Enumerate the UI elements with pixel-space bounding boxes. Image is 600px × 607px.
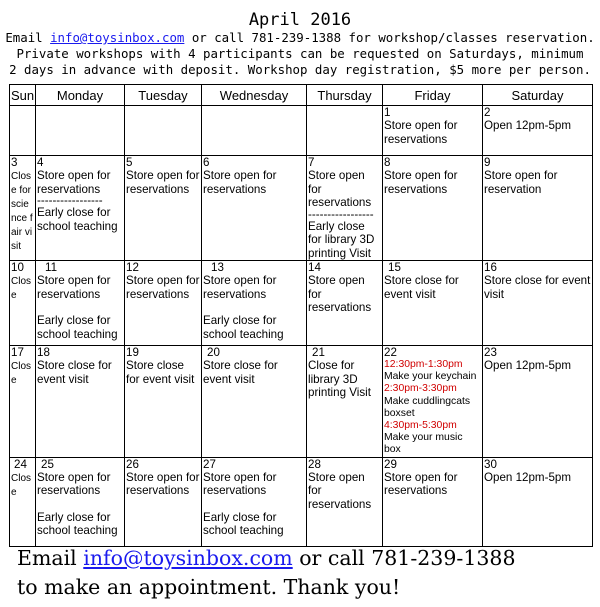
day-note-secondary: Early close for school teaching [203,314,284,341]
spacer [37,301,123,314]
day-cell-23 [483,346,593,458]
day-number: 27 [203,457,216,471]
day-cell-29 [383,457,483,546]
day-cell-27 [202,457,307,546]
day-number: 14 [308,261,321,274]
day-number: 5 [126,156,133,169]
day-note: Store open for reservations [203,169,277,196]
day-note: Close [11,472,32,498]
spacer [203,301,305,314]
day-note: Close [11,361,32,386]
day-cell-30 [483,457,593,546]
day-header-wednesday: Wednesday [202,85,307,106]
separator: ----------------- [308,207,374,221]
header-workshop-note-1: Private workshops with 4 participants can be requested on Saturdays, minimum [16,46,584,61]
day-note: Close [11,276,32,301]
day-note: Open 12pm-5pm [484,359,571,372]
event-desc: Make your music box [384,432,463,456]
day-number: 17 [11,346,24,359]
day-cell-empty [36,106,125,156]
event-desc: Make your keychain [384,371,477,383]
week-row-3 [10,261,593,346]
day-cell-2 [483,106,593,156]
week-row-4 [10,346,593,458]
day-note: Store close for event visit [126,359,195,386]
day-note: Store open for reservations [126,169,200,196]
day-note-secondary: Early close for library 3D printing Visit [308,219,375,260]
day-cell-8 [383,156,483,261]
day-cell-13 [202,261,307,346]
day-note: Store open for reservations [203,274,277,301]
day-number: 4 [37,156,44,169]
day-header-monday: Monday [36,85,125,106]
day-cell-26 [125,457,202,546]
header-email-link[interactable]: info@toysinbox.com [50,30,185,45]
day-number: 2 [484,106,491,119]
footer [17,544,516,602]
day-number: 23 [484,346,497,359]
day-number: 30 [484,457,497,471]
day-header-friday: Friday [383,85,483,106]
day-note-secondary: Early close for school teaching [37,206,118,233]
day-cell-12 [125,261,202,346]
day-cell-empty [125,106,202,156]
day-note: Store open for reservations [126,274,200,301]
day-cell-20 [202,346,307,458]
spacer [203,498,305,511]
day-note-secondary: Early close for school teaching [37,510,118,538]
day-number: 28 [308,457,321,471]
day-note: Store close for event visit [37,359,112,386]
day-number: 26 [126,457,139,471]
day-note-secondary: Early close for school teaching [37,314,118,341]
day-number: 7 [308,156,315,169]
day-cell-25 [36,457,125,546]
day-cell-3 [10,156,36,261]
header-workshop-note-2: 2 days in advance with deposit. Workshop day registration, $5 more per person. [9,62,591,77]
day-number: 15 [388,261,401,274]
day-number: 13 [211,261,224,274]
event-desc: Make cuddlingcats boxset [384,395,471,419]
day-header-saturday: Saturday [483,85,593,106]
day-cell-empty [10,106,36,156]
day-cell-15 [383,261,483,346]
day-note: Store close for event visit [384,274,459,301]
day-number: 10 [11,261,24,274]
day-note: Open 12pm-5pm [484,119,571,132]
day-cell-17 [10,346,36,458]
day-cell-28 [307,457,383,546]
day-note: Store open for reservations [308,274,372,314]
day-note: Store close for event visit [203,359,278,386]
day-note: Store open for reservations [37,274,111,301]
header-contact-line: Email info@toysinbox.com or call 781-239-1388 for workshop/classes reservation. [5,30,595,45]
day-note: Store open for reservations [37,470,111,498]
day-number: 1 [384,106,391,119]
day-note: Store open for reservations [308,470,372,511]
day-note: Open 12pm-5pm [484,470,571,484]
header [0,0,600,78]
day-header-sun: Sun [10,85,36,106]
day-cell-5 [125,156,202,261]
day-cell-empty [202,106,307,156]
separator: ----------------- [37,194,103,207]
spacer [37,498,123,511]
day-cell-19 [125,346,202,458]
day-number: 9 [484,156,491,169]
day-note: Close for library 3D printing Visit [308,359,371,399]
page-title: April 2016 [248,10,352,30]
day-note: Store open for reservations [37,169,111,196]
week-row-1 [10,106,593,156]
day-note: Clos e for scie nce fair visit [11,171,33,252]
event-time: 12:30pm-1:30pm [384,359,463,370]
week-row-2 [10,156,593,261]
footer-thanks-line: to make an appointment. Thank you! [17,575,401,599]
day-cell-24 [10,457,36,546]
day-note: Store open for reservations [384,119,458,146]
day-note: Store close for event visit [484,274,591,301]
day-number: 21 [312,346,325,359]
day-number: 8 [384,156,391,169]
day-cell-14 [307,261,383,346]
day-note: Store open for reservations [384,169,458,196]
event-time: 2:30pm-3:30pm [384,383,457,395]
day-cell-4 [36,156,125,261]
day-note-secondary: Early close for school teaching [203,510,284,538]
day-number: 25 [41,457,54,471]
day-number: 24 [14,457,27,471]
calendar-header-row [10,85,593,106]
footer-email-link[interactable]: info@toysinbox.com [83,546,293,570]
day-cell-10 [10,261,36,346]
day-number: 19 [126,346,139,359]
day-cell-6 [202,156,307,261]
day-number: 16 [484,261,497,274]
day-number: 22 [384,346,397,359]
day-header-thursday: Thursday [307,85,383,106]
footer-contact-line: Email info@toysinbox.com or call 781-239-1388 [17,546,516,570]
day-number: 6 [203,156,210,169]
day-note: Store open for reservations [203,470,277,498]
day-note: Store open for reservations [308,169,372,209]
day-number: 12 [126,261,139,274]
day-note: Store open for reservation [484,169,558,196]
day-note: Store open for reservations [126,470,200,498]
day-cell-1 [383,106,483,156]
day-header-tuesday: Tuesday [125,85,202,106]
day-number: 20 [207,346,220,359]
day-number: 18 [37,346,50,359]
calendar-table [9,84,593,547]
day-note: Store open for reservations [384,470,458,498]
day-cell-7 [307,156,383,261]
day-cell-11 [36,261,125,346]
day-number: 29 [384,457,397,471]
day-cell-21 [307,346,383,458]
day-cell-empty [307,106,383,156]
day-cell-16 [483,261,593,346]
week-row-5 [10,457,593,546]
day-number: 3 [11,156,18,169]
event-time: 4:30pm-5:30pm [384,420,457,432]
day-cell-22 [383,346,483,458]
day-cell-9 [483,156,593,261]
day-number: 11 [45,261,58,274]
day-cell-18 [36,346,125,458]
